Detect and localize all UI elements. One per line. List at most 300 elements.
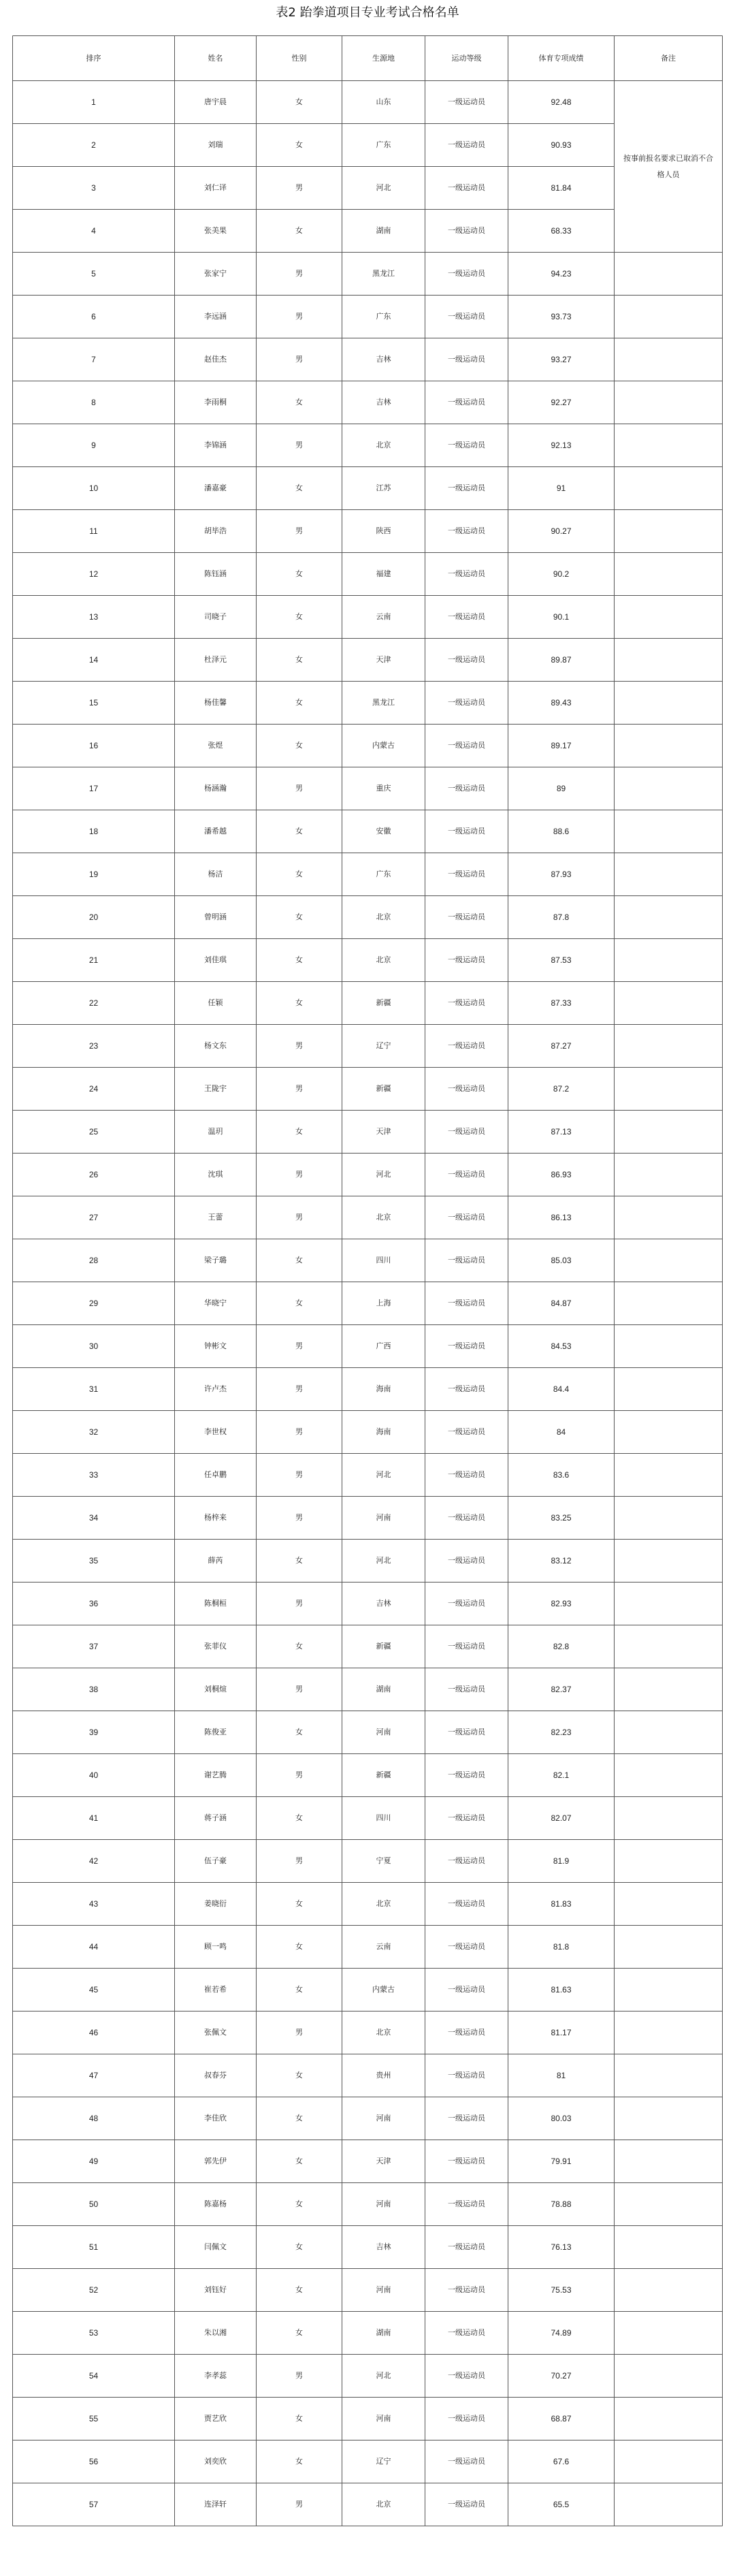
row-name: 贾艺欣	[204, 2414, 227, 2423]
row-rank: 25	[88, 1127, 99, 1136]
row-name: 刘桐煊	[204, 1685, 227, 1694]
row-rank: 7	[91, 355, 96, 364]
row-score: 87.33	[551, 998, 572, 1008]
row-rank: 57	[88, 2500, 99, 2509]
row-score: 82.07	[551, 1813, 572, 1823]
row-gender: 男	[295, 2371, 303, 2380]
row-gender: 女	[295, 612, 303, 621]
row-level: 一级运动员	[448, 612, 485, 621]
row-name: 陈嘉杨	[204, 2199, 227, 2208]
row-rank: 36	[88, 1599, 99, 1608]
row-gender: 女	[295, 2414, 303, 2423]
row-gender: 女	[295, 2242, 303, 2251]
row-level: 一级运动员	[448, 1127, 485, 1136]
row-level: 一级运动员	[448, 2414, 485, 2423]
row-score: 90.2	[553, 569, 570, 579]
row-name: 潘希越	[204, 827, 227, 836]
row-rank: 12	[88, 569, 99, 579]
row-level: 一级运动员	[448, 1728, 485, 1736]
row-score: 87.53	[551, 955, 572, 965]
row-name: 顾一鸣	[204, 1942, 227, 1951]
row-name: 刘奕欣	[204, 2457, 227, 2466]
row-gender: 女	[295, 2199, 303, 2208]
row-score: 85.03	[551, 1256, 572, 1265]
row-origin: 北京	[376, 912, 391, 921]
row-gender: 男	[295, 269, 303, 278]
row-rank: 39	[88, 1728, 99, 1737]
row-level: 一级运动员	[448, 2457, 485, 2466]
row-name: 华晓宁	[204, 1299, 227, 1307]
row-name: 谢艺腾	[204, 1770, 227, 1779]
row-gender: 男	[295, 1213, 303, 1222]
row-origin: 河南	[376, 2199, 391, 2208]
row-score: 81.17	[551, 2028, 572, 2037]
row-score: 90.27	[551, 526, 572, 536]
row-gender: 男	[295, 1427, 303, 1436]
row-gender: 女	[295, 569, 303, 578]
row-origin: 宁夏	[376, 1856, 391, 1865]
row-level: 一级运动员	[448, 526, 485, 535]
row-score: 83.6	[553, 1470, 570, 1480]
row-rank: 27	[88, 1213, 99, 1222]
row-origin: 湖南	[376, 2328, 391, 2337]
row-name: 李雨桐	[204, 398, 227, 407]
row-origin: 天津	[376, 1127, 391, 1136]
row-origin: 天津	[376, 2157, 391, 2165]
row-name: 闫佩文	[204, 2242, 227, 2251]
row-origin: 北京	[376, 2500, 391, 2509]
row-name: 张美果	[204, 226, 227, 235]
row-name: 刘佳琪	[204, 955, 227, 964]
row-name: 杜泽元	[204, 655, 227, 664]
row-name: 李世权	[204, 1427, 227, 1436]
row-level: 一级运动员	[448, 312, 485, 321]
row-origin: 辽宁	[376, 1041, 391, 1050]
row-name: 王蕾	[208, 1213, 223, 1222]
row-origin: 新疆	[376, 1084, 391, 1093]
header-col-score: 体育专项成绩	[538, 53, 584, 63]
row-rank: 51	[88, 2242, 99, 2252]
row-gender: 女	[295, 2285, 303, 2294]
row-score: 92.13	[551, 441, 572, 450]
row-rank: 4	[91, 226, 96, 236]
row-score: 84.53	[551, 1341, 572, 1351]
row-score: 76.13	[551, 2242, 572, 2252]
row-level: 一级运动员	[448, 1213, 485, 1222]
row-origin: 河南	[376, 2414, 391, 2423]
row-origin: 河南	[376, 2285, 391, 2294]
row-gender: 女	[295, 655, 303, 664]
row-name: 陈桐桓	[204, 1599, 227, 1608]
row-name: 司晓子	[204, 612, 227, 621]
row-score: 81.63	[551, 1985, 572, 1994]
row-level: 一级运动员	[448, 398, 485, 407]
row-origin: 广西	[376, 1341, 391, 1350]
row-name: 陈钰涵	[204, 569, 227, 578]
row-name: 唐宇晨	[204, 97, 227, 106]
row-origin: 北京	[376, 1213, 391, 1222]
row-gender: 女	[295, 1642, 303, 1651]
header-col-rank: 排序	[86, 53, 101, 63]
row-score: 93.73	[551, 312, 572, 321]
row-origin: 内蒙古	[372, 741, 395, 750]
row-gender: 男	[295, 1770, 303, 1779]
row-gender: 女	[295, 1899, 303, 1908]
row-score: 89.17	[551, 741, 572, 750]
row-gender: 男	[295, 1856, 303, 1865]
row-rank: 14	[88, 655, 99, 665]
row-name: 李锦涵	[204, 441, 227, 449]
row-rank: 54	[88, 2371, 99, 2381]
row-level: 一级运动员	[448, 1770, 485, 1779]
row-origin: 上海	[376, 1299, 391, 1307]
row-level: 一级运动员	[448, 784, 485, 793]
row-gender: 女	[295, 912, 303, 921]
row-level: 一级运动员	[448, 1985, 485, 1994]
row-level: 一级运动员	[448, 1685, 485, 1694]
row-name: 李佳欣	[204, 2114, 227, 2122]
row-gender: 女	[295, 870, 303, 878]
row-gender: 女	[295, 1127, 303, 1136]
row-name: 杨涵瀚	[204, 784, 227, 793]
row-name: 刘瑞	[208, 140, 223, 149]
row-gender: 男	[295, 312, 303, 321]
row-score: 80.03	[551, 2114, 572, 2123]
row-level: 一级运动员	[448, 1899, 485, 1908]
row-name: 梁子璐	[204, 1256, 227, 1265]
row-level: 一级运动员	[448, 912, 485, 921]
row-score: 87.8	[553, 912, 570, 922]
row-gender: 男	[295, 1341, 303, 1350]
row-level: 一级运动员	[448, 827, 485, 836]
row-score: 92.27	[551, 398, 572, 407]
page-title: 表2 跆拳道项目专业考试合格名单	[276, 5, 459, 20]
row-gender: 男	[295, 784, 303, 793]
row-origin: 四川	[376, 1256, 391, 1265]
row-gender: 男	[295, 1384, 303, 1393]
row-rank: 55	[88, 2414, 99, 2423]
row-name: 任卓鹏	[204, 1470, 227, 1479]
row-score: 68.87	[551, 2414, 572, 2423]
row-score: 86.13	[551, 1213, 572, 1222]
row-gender: 女	[295, 226, 303, 235]
row-origin: 吉林	[376, 398, 391, 407]
row-level: 一级运动员	[448, 1599, 485, 1608]
row-rank: 9	[91, 441, 96, 450]
row-level: 一级运动员	[448, 569, 485, 578]
row-gender: 男	[295, 1685, 303, 1694]
row-gender: 女	[295, 1728, 303, 1736]
row-gender: 男	[295, 441, 303, 449]
row-gender: 男	[295, 1084, 303, 1093]
row-score: 88.6	[553, 827, 570, 836]
row-score: 68.33	[551, 226, 572, 236]
row-level: 一级运动员	[448, 1856, 485, 1865]
row-score: 81.9	[553, 1856, 570, 1866]
row-origin: 内蒙古	[372, 1985, 395, 1994]
row-score: 82.23	[551, 1728, 572, 1737]
row-origin: 云南	[376, 1942, 391, 1951]
row-rank: 1	[91, 97, 96, 107]
row-name: 张佩文	[204, 2028, 227, 2037]
row-rank: 48	[88, 2114, 99, 2123]
row-origin: 新疆	[376, 998, 391, 1007]
row-origin: 河北	[376, 1170, 391, 1179]
row-origin: 福建	[376, 569, 391, 578]
row-name: 李远涵	[204, 312, 227, 321]
row-rank: 2	[91, 140, 96, 150]
row-name: 姜晓衍	[204, 1899, 227, 1908]
row-level: 一级运动员	[448, 2199, 485, 2208]
row-origin: 江苏	[376, 483, 391, 492]
row-gender: 女	[295, 1813, 303, 1822]
row-level: 一级运动员	[448, 2500, 485, 2509]
row-origin: 河北	[376, 2371, 391, 2380]
row-rank: 49	[88, 2157, 99, 2166]
row-gender: 女	[295, 483, 303, 492]
row-gender: 女	[295, 1942, 303, 1951]
row-name: 伍子豪	[204, 1856, 227, 1865]
row-gender: 女	[295, 140, 303, 149]
header-col-level: 运动等级	[451, 53, 482, 63]
row-score: 91	[556, 483, 566, 493]
row-rank: 47	[88, 2071, 99, 2080]
row-score: 84.87	[551, 1299, 572, 1308]
row-rank: 31	[88, 1384, 99, 1394]
row-rank: 28	[88, 1256, 99, 1265]
row-gender: 女	[295, 398, 303, 407]
row-name: 叔春芬	[204, 2071, 227, 2080]
row-gender: 男	[295, 1041, 303, 1050]
row-name: 温玥	[208, 1127, 223, 1136]
row-score: 81.8	[553, 1942, 570, 1952]
row-rank: 23	[88, 1041, 99, 1051]
row-name: 郭先伊	[204, 2157, 227, 2165]
row-gender: 女	[295, 698, 303, 707]
row-origin: 吉林	[376, 355, 391, 364]
row-origin: 吉林	[376, 1599, 391, 1608]
row-level: 一级运动员	[448, 226, 485, 235]
row-name: 潘嘉豪	[204, 483, 227, 492]
row-gender: 女	[295, 998, 303, 1007]
row-gender: 女	[295, 97, 303, 106]
row-gender: 男	[295, 183, 303, 192]
row-gender: 女	[295, 827, 303, 836]
row-origin: 广东	[376, 140, 391, 149]
row-gender: 男	[295, 1513, 303, 1522]
row-origin: 四川	[376, 1813, 391, 1822]
row-rank: 52	[88, 2285, 99, 2295]
row-name: 钟彬文	[204, 1341, 227, 1350]
row-score: 83.12	[551, 1556, 572, 1565]
row-gender: 女	[295, 2157, 303, 2165]
row-name: 杨梓来	[204, 1513, 227, 1522]
row-origin: 广东	[376, 312, 391, 321]
row-name: 沈琪	[208, 1170, 223, 1179]
row-origin: 广东	[376, 870, 391, 878]
row-origin: 吉林	[376, 2242, 391, 2251]
row-rank: 13	[88, 612, 99, 622]
row-name: 杨佳馨	[204, 698, 227, 707]
row-level: 一级运动员	[448, 1470, 485, 1479]
row-rank: 53	[88, 2328, 99, 2338]
row-score: 81	[556, 2071, 566, 2080]
row-gender: 女	[295, 741, 303, 750]
row-score: 87.2	[553, 1084, 570, 1094]
row-gender: 女	[295, 1256, 303, 1265]
row-origin: 湖南	[376, 1685, 391, 1694]
row-score: 93.27	[551, 355, 572, 364]
row-rank: 18	[88, 827, 99, 836]
row-score: 94.23	[551, 269, 572, 279]
row-gender: 女	[295, 2114, 303, 2122]
row-name: 连泽轩	[204, 2500, 227, 2509]
row-gender: 男	[295, 526, 303, 535]
row-origin: 辽宁	[376, 2457, 391, 2466]
row-gender: 男	[295, 2500, 303, 2509]
row-level: 一级运动员	[448, 183, 485, 192]
row-rank: 5	[91, 269, 96, 279]
row-gender: 女	[295, 955, 303, 964]
row-name: 薛芮	[208, 1556, 223, 1565]
row-origin: 河南	[376, 1728, 391, 1736]
row-name: 李孝蕊	[204, 2371, 227, 2380]
row-level: 一级运动员	[448, 870, 485, 878]
row-name: 张菲仪	[204, 1642, 227, 1651]
row-rank: 8	[91, 398, 96, 407]
row-level: 一级运动员	[448, 1642, 485, 1651]
row-level: 一级运动员	[448, 698, 485, 707]
row-origin: 安徽	[376, 827, 391, 836]
row-origin: 河北	[376, 1556, 391, 1565]
row-origin: 贵州	[376, 2071, 391, 2080]
row-score: 75.53	[551, 2285, 572, 2295]
row-level: 一级运动员	[448, 1942, 485, 1951]
row-rank: 6	[91, 312, 96, 321]
row-score: 67.6	[553, 2457, 570, 2466]
row-name: 刘钰好	[204, 2285, 227, 2294]
row-level: 一级运动员	[448, 998, 485, 1007]
row-rank: 33	[88, 1470, 99, 1480]
row-level: 一级运动员	[448, 97, 485, 106]
row-gender: 女	[295, 2457, 303, 2466]
row-score: 86.93	[551, 1170, 572, 1179]
row-name: 曾明涵	[204, 912, 227, 921]
row-gender: 女	[295, 1985, 303, 1994]
row-rank: 34	[88, 1513, 99, 1523]
row-gender: 女	[295, 2328, 303, 2337]
row-origin: 湖南	[376, 226, 391, 235]
row-origin: 北京	[376, 2028, 391, 2037]
row-score: 81.84	[551, 183, 572, 193]
row-origin: 新疆	[376, 1770, 391, 1779]
row-level: 一级运动员	[448, 1170, 485, 1179]
row-rank: 38	[88, 1685, 99, 1694]
row-rank: 35	[88, 1556, 99, 1565]
row-name: 胡毕浩	[204, 526, 227, 535]
row-gender: 女	[295, 2071, 303, 2080]
row-score: 90.1	[553, 612, 570, 622]
row-level: 一级运动员	[448, 1256, 485, 1265]
row-level: 一级运动员	[448, 655, 485, 664]
row-origin: 云南	[376, 612, 391, 621]
row-level: 一级运动员	[448, 483, 485, 492]
row-score: 74.89	[551, 2328, 572, 2338]
row-gender: 男	[295, 2028, 303, 2037]
row-score: 82.1	[553, 1770, 570, 1780]
row-rank: 19	[88, 870, 99, 879]
header-col-remark: 备注	[661, 53, 676, 63]
row-score: 83.25	[551, 1513, 572, 1523]
row-score: 87.27	[551, 1041, 572, 1051]
row-origin: 重庆	[376, 784, 391, 793]
row-score: 87.13	[551, 1127, 572, 1136]
row-rank: 43	[88, 1899, 99, 1909]
row-level: 一级运动员	[448, 1813, 485, 1822]
row-score: 70.27	[551, 2371, 572, 2381]
row-name: 蒋子涵	[204, 1813, 227, 1822]
row-level: 一级运动员	[448, 441, 485, 449]
row-rank: 30	[88, 1341, 99, 1351]
row-score: 79.91	[551, 2157, 572, 2166]
row-level: 一级运动员	[448, 1384, 485, 1393]
row-score: 84.4	[553, 1384, 570, 1394]
row-level: 一级运动员	[448, 2071, 485, 2080]
row-gender: 女	[295, 1556, 303, 1565]
row-rank: 17	[88, 784, 99, 793]
row-level: 一级运动员	[448, 1341, 485, 1350]
row-rank: 56	[88, 2457, 99, 2466]
row-level: 一级运动员	[448, 955, 485, 964]
row-rank: 10	[88, 483, 99, 493]
header-col-name: 姓名	[208, 53, 223, 63]
row-rank: 42	[88, 1856, 99, 1866]
row-name: 张家宁	[204, 269, 227, 278]
row-score: 82.93	[551, 1599, 572, 1608]
row-rank: 3	[91, 183, 96, 193]
qualified-list-table	[12, 35, 723, 2575]
row-level: 一级运动员	[448, 1513, 485, 1522]
row-rank: 20	[88, 912, 99, 922]
remark-cell: 按事前报名要求已取消不合格人员	[623, 153, 713, 179]
row-name: 张煜	[208, 741, 223, 750]
row-level: 一级运动员	[448, 1041, 485, 1050]
row-score: 78.88	[551, 2199, 572, 2209]
row-origin: 黑龙江	[372, 698, 395, 707]
row-rank: 32	[88, 1427, 99, 1437]
row-origin: 黑龙江	[372, 269, 395, 278]
header-col-gender: 性别	[291, 53, 307, 63]
row-level: 一级运动员	[448, 140, 485, 149]
row-score: 81.83	[551, 1899, 572, 1909]
row-origin: 海南	[376, 1427, 391, 1436]
row-level: 一级运动员	[448, 269, 485, 278]
row-rank: 46	[88, 2028, 99, 2037]
row-level: 一级运动员	[448, 1427, 485, 1436]
row-name: 王陇宇	[204, 1084, 227, 1093]
row-rank: 26	[88, 1170, 99, 1179]
row-origin: 北京	[376, 441, 391, 449]
row-origin: 河北	[376, 183, 391, 192]
row-origin: 海南	[376, 1384, 391, 1393]
row-name: 刘仁译	[204, 183, 227, 192]
row-origin: 河南	[376, 1513, 391, 1522]
row-rank: 15	[88, 698, 99, 707]
row-name: 杨洁	[208, 870, 223, 878]
row-name: 许卢杰	[204, 1384, 227, 1393]
row-score: 82.37	[551, 1685, 572, 1694]
row-level: 一级运动员	[448, 2242, 485, 2251]
